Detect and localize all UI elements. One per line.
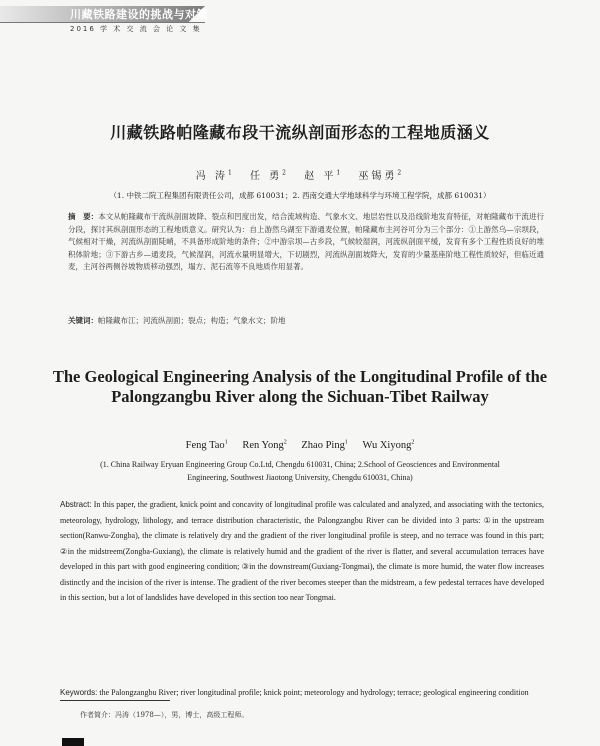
author-3-en: Zhao Ping$^1$ [301, 439, 348, 451]
chinese-authors [0, 167, 600, 182]
header-title: 川藏铁路建设的挑战与对策 [70, 8, 208, 21]
footnote-rule [60, 700, 170, 701]
author-4-en: Wu Xiyong$^2$ [362, 439, 415, 451]
english-keywords [60, 686, 544, 699]
chinese-keywords-text: 帕隆藏布江；河流纵剖面；裂点；构造；气象水文；阶地 [98, 316, 286, 325]
english-abstract [60, 497, 544, 606]
english-abstract-label: Abstract: [60, 500, 92, 509]
english-authors [0, 439, 600, 451]
chinese-abstract-label: 摘 要： [68, 212, 99, 221]
chinese-affiliation: （1. 中铁二院工程集团有限责任公司，成都 610031；2. 西南交通大学地球科学与环境工程学院，成都 610031） [109, 191, 491, 200]
running-header [0, 0, 600, 40]
english-keywords-text: the Palongzangbu River; river longitudinal profile; knick point; meteorology and hydrology; terrace; geological engineering condition [99, 688, 529, 697]
english-title: The Geological Engineering Analysis of the Longitudinal Profile of the Palongzangbu River along the Sichuan-Tibet Railway [52, 367, 548, 406]
page-number-tab [62, 738, 84, 746]
author-footnote: 作者简介：冯涛（1978—），男，博士，高级工程师。 [80, 711, 249, 719]
chinese-abstract [68, 211, 544, 274]
header-rule [0, 22, 205, 23]
header-subtitle: 2016 学 术 交 流 会 论 文 集 [70, 25, 202, 33]
author-2-en: Ren Yong$^2$ [242, 439, 287, 451]
english-affiliation: (1. China Railway Eryuan Engineering Group Co.Ltd, Chengdu 610031, China; 2.School of Geosciences and Environmental Engineering, Southwest Jiaotong University, Chengdu 610031, China) [100, 460, 500, 482]
author-4: 巫锡勇$^2$ [358, 169, 405, 182]
chinese-keywords-label: 关键词： [68, 316, 98, 325]
english-abstract-text: In this paper, the gradient, knick point and concavity of longitudinal profile was calculated and analyzed, and associating with the tectonics, meteorology, hydrology, lithology, and terrace distribution characteristic, the Palongzangbu River can be divided into 3 parts: ①in the upstream section(Ranwu-Zongba), the climate is relatively dry and the gradient of the river longitudinal profile is steep, and no terrace was found in this part; ②in the midstreem(Zongba-Guxiang), the climate is relatively humid and the gradient of the river is flatter, and several accumulation terraces have developed in this part with good engineering condition; ③in the downstream(Guxiang-Tongmai), the climate is more humid, the water flow increases distinctly and the incision of the river is intense. The gradient of the river becomes steeper than the midstream, a few pedestal terraces have developed in this section, but a lot of landslides have developed in this section too near Tongmai. [60, 500, 544, 602]
author-1-en: Feng Tao$^1$ [185, 439, 228, 451]
chinese-keywords [68, 315, 544, 326]
author-1: 冯 涛$^1$ [195, 169, 235, 182]
chinese-title: 川藏铁路帕隆藏布段干流纵剖面形态的工程地质涵义 [110, 123, 490, 142]
author-3: 赵 平$^1$ [304, 169, 344, 182]
english-keywords-label: Keywords: [60, 688, 98, 697]
author-2: 任 勇$^2$ [249, 169, 289, 182]
chinese-abstract-text: 本文从帕隆藏布干流纵剖面坡降、裂点和凹度出发，结合流域构造、气象水文、地层岩性以及沿线阶地发育特征，对帕隆藏布干流进行分段，探讨其纵剖面形态的工程地质意义。研究认为：自上游然乌湖至下游通麦位置，帕隆藏布主河谷可分为三个部分：①上游然乌—宗坝段，气候相对干燥，河流纵剖面陡峭，不具备形成阶地的条件；②中游宗坝—古乡段，气候较湿润，河流纵剖面平缓，发育有多个工程性质良好的堆积体阶地；③下游古乡—通麦段，气候湿润，河流水量明显增大，下切剧烈，河流纵剖面坡降大，发育的少量基座阶地工程性质较好，但临近通麦，主河谷两侧谷坡物质移动强烈，塌方、泥石流等不良地质作用显著。 [68, 212, 545, 272]
